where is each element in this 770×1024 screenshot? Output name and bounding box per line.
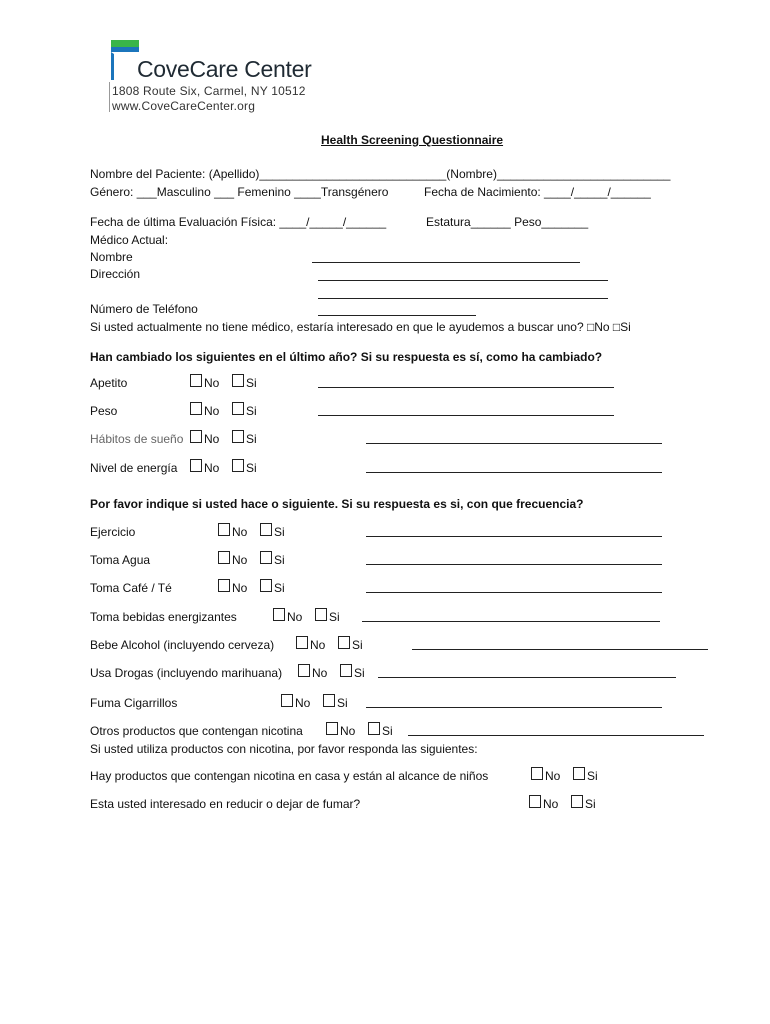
no-checkbox[interactable] xyxy=(190,374,202,387)
form-title: Health Screening Questionnaire xyxy=(321,133,504,147)
doctor-heading: Médico Actual: xyxy=(90,233,169,247)
no-label: No xyxy=(232,553,248,567)
yes-checkbox[interactable] xyxy=(232,374,244,387)
doctor-phone-line[interactable] xyxy=(318,315,476,316)
question-label: Toma Agua xyxy=(90,553,151,567)
yes-label: Si xyxy=(246,404,257,418)
no-checkbox[interactable] xyxy=(218,523,230,536)
no-label: No xyxy=(204,461,220,475)
no-label: No xyxy=(204,432,220,446)
yes-label: Si xyxy=(246,376,257,390)
doctor-phone-label: Número de Teléfono xyxy=(90,302,198,316)
yes-checkbox[interactable] xyxy=(232,430,244,443)
yes-checkbox[interactable] xyxy=(338,636,350,649)
no-checkbox[interactable] xyxy=(190,459,202,472)
question-label: Hay productos que contengan nicotina en casa y están al alcance de niños xyxy=(90,769,489,783)
yes-checkbox[interactable] xyxy=(232,402,244,415)
question-label: Bebe Alcohol (incluyendo cerveza) xyxy=(90,638,275,652)
logo-name: CoveCare Center xyxy=(137,56,312,82)
no-checkbox[interactable] xyxy=(190,430,202,443)
no-label: No xyxy=(295,696,311,710)
yes-checkbox[interactable] xyxy=(323,694,335,707)
yes-label: Si xyxy=(354,666,365,680)
exam-date-field[interactable]: Fecha de última Evaluación Física: ____/_____/______ xyxy=(90,215,387,229)
nicotine-note: Si usted utiliza productos con nicotina, por favor responda las siguientes: xyxy=(90,742,478,756)
yes-checkbox[interactable] xyxy=(260,579,272,592)
no-checkbox[interactable] xyxy=(281,694,293,707)
gender-field[interactable]: Género: ___Masculino ___ Femenino ____Transgénero xyxy=(90,185,389,199)
answer-line[interactable] xyxy=(366,472,662,473)
question-label: Ejercicio xyxy=(90,525,136,539)
yes-label: Si xyxy=(587,769,598,783)
no-label: No xyxy=(543,797,559,811)
yes-label: Si xyxy=(274,553,285,567)
answer-line[interactable] xyxy=(366,443,662,444)
help-find-doctor-question[interactable]: Si usted actualmente no tiene médico, estaría interesado en que le ayudemos a buscar uno? □No □Si xyxy=(90,320,631,334)
yes-checkbox[interactable] xyxy=(260,551,272,564)
yes-checkbox[interactable] xyxy=(340,664,352,677)
question-label: Usa Drogas (incluyendo marihuana) xyxy=(90,666,283,680)
answer-line[interactable] xyxy=(318,415,614,416)
answer-line[interactable] xyxy=(366,707,662,708)
no-label: No xyxy=(287,610,303,624)
answer-line[interactable] xyxy=(366,564,662,565)
no-label: No xyxy=(232,525,248,539)
yes-checkbox[interactable] xyxy=(315,608,327,621)
question-label: Esta usted interesado en reducir o dejar de fumar? xyxy=(90,797,361,811)
question-label: Fuma Cigarrillos xyxy=(90,696,178,710)
no-checkbox[interactable] xyxy=(190,402,202,415)
doctor-address-line-2[interactable] xyxy=(318,298,608,299)
yes-checkbox[interactable] xyxy=(571,795,583,808)
no-label: No xyxy=(340,724,356,738)
yes-label: Si xyxy=(585,797,596,811)
yes-label: Si xyxy=(329,610,340,624)
doctor-name-line[interactable] xyxy=(312,262,580,263)
yes-checkbox[interactable] xyxy=(232,459,244,472)
no-checkbox[interactable] xyxy=(531,767,543,780)
no-checkbox[interactable] xyxy=(273,608,285,621)
yes-label: Si xyxy=(352,638,363,652)
answer-line[interactable] xyxy=(408,735,704,736)
doctor-address-line-1[interactable] xyxy=(318,280,608,281)
question-label: Apetito xyxy=(90,376,128,390)
yes-label: Si xyxy=(274,525,285,539)
dob-field[interactable]: Fecha de Nacimiento: ____/_____/______ xyxy=(424,185,651,199)
question-label: Toma Café / Té xyxy=(90,581,172,595)
question-label: Toma bebidas energizantes xyxy=(90,610,237,624)
section-habits-heading: Por favor indique si usted hace o siguiente. Si su respuesta es si, con que frecuencia? xyxy=(90,497,584,511)
no-label: No xyxy=(545,769,561,783)
answer-line[interactable] xyxy=(378,677,676,678)
answer-line[interactable] xyxy=(412,649,708,650)
yes-label: Si xyxy=(382,724,393,738)
question-label: Otros productos que contengan nicotina xyxy=(90,724,303,738)
answer-line[interactable] xyxy=(318,387,614,388)
no-checkbox[interactable] xyxy=(218,579,230,592)
no-checkbox[interactable] xyxy=(298,664,310,677)
no-label: No xyxy=(312,666,328,680)
doctor-name-label: Nombre xyxy=(90,250,133,264)
no-label: No xyxy=(204,404,220,418)
answer-line[interactable] xyxy=(366,592,662,593)
covecare-logo-icon xyxy=(109,40,139,80)
answer-line[interactable] xyxy=(362,621,660,622)
no-checkbox[interactable] xyxy=(296,636,308,649)
logo-website: www.CoveCareCenter.org xyxy=(112,99,256,113)
no-checkbox[interactable] xyxy=(326,722,338,735)
yes-label: Si xyxy=(246,461,257,475)
no-label: No xyxy=(232,581,248,595)
section-changes-heading: Han cambiado los siguientes en el último año? Si su respuesta es sí, como ha cambiado? xyxy=(90,350,603,364)
logo-address: 1808 Route Six, Carmel, NY 10512 xyxy=(112,84,306,98)
yes-label: Si xyxy=(337,696,348,710)
yes-checkbox[interactable] xyxy=(368,722,380,735)
height-weight-field[interactable]: Estatura______ Peso_______ xyxy=(426,215,589,229)
yes-checkbox[interactable] xyxy=(573,767,585,780)
no-checkbox[interactable] xyxy=(529,795,541,808)
answer-line[interactable] xyxy=(366,536,662,537)
yes-checkbox[interactable] xyxy=(260,523,272,536)
no-label: No xyxy=(204,376,220,390)
doctor-address-label: Dirección xyxy=(90,267,141,281)
patient-name-field[interactable]: Nombre del Paciente: (Apellido)____________________________(Nombre)__________________________ xyxy=(90,167,671,181)
question-label: Peso xyxy=(90,404,118,418)
yes-label: Si xyxy=(246,432,257,446)
logo-divider xyxy=(109,82,110,112)
yes-label: Si xyxy=(274,581,285,595)
question-label: Hábitos de sueño xyxy=(90,432,184,446)
no-label: No xyxy=(310,638,326,652)
question-label: Nivel de energía xyxy=(90,461,178,475)
no-checkbox[interactable] xyxy=(218,551,230,564)
